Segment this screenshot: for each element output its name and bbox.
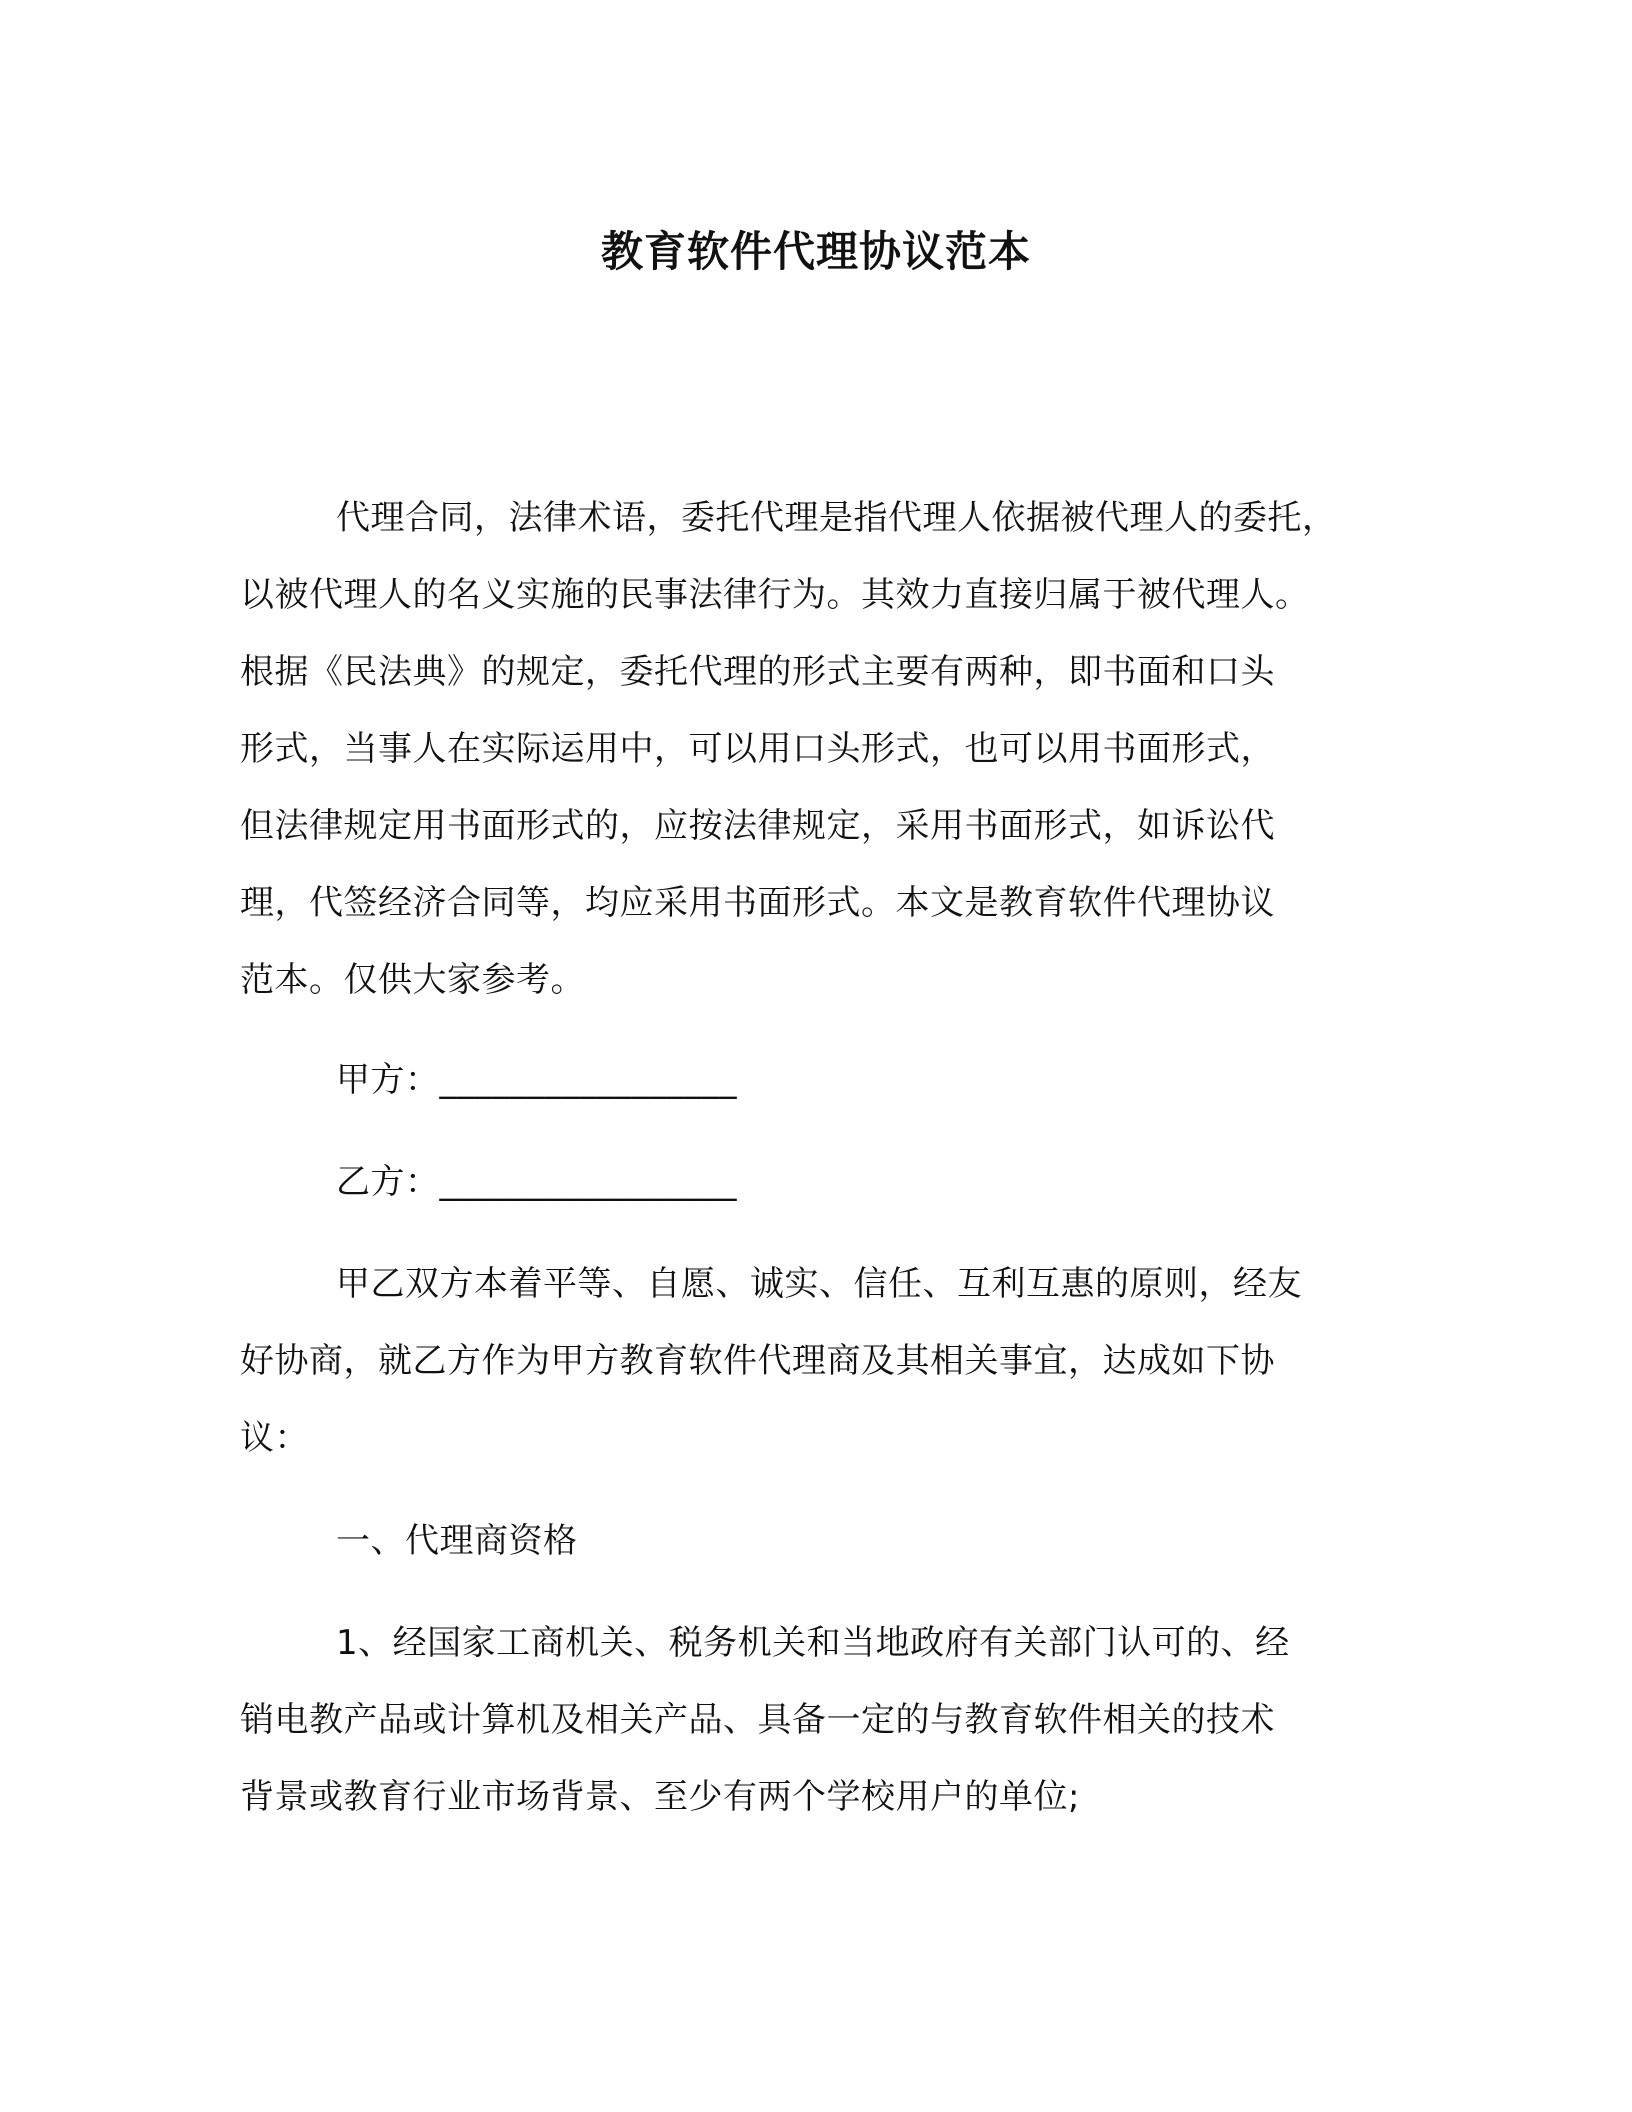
party-b-line [240, 1144, 1370, 1221]
party-b-field: 乙方：_________________ [336, 1162, 737, 1202]
preamble-line: 议： [240, 1418, 309, 1458]
intro-line: 代理合同，法律术语，委托代理是指代理人依据被代理人的委托， [336, 498, 1337, 538]
intro-line: 理，代签经济合同等，均应采用书面形式。本文是教育软件代理协议 [240, 883, 1275, 923]
intro-line: 但法律规定用书面形式的，应按法律规定，采用书面形式，如诉讼代 [240, 806, 1275, 846]
clause-1-paragraph [240, 1605, 1370, 1836]
clause-line: 销电教产品或计算机及相关产品、具备一定的与教育软件相关的技术 [240, 1700, 1275, 1740]
intro-line: 根据《民法典》的规定，委托代理的形式主要有两种，即书面和口头 [240, 652, 1275, 692]
section-heading-text: 一、代理商资格 [336, 1521, 578, 1561]
document-title: 教育软件代理协议范本 [600, 227, 1031, 276]
intro-line: 以被代理人的名义实施的民事法律行为。其效力直接归属于被代理人。 [240, 575, 1310, 615]
party-a-line [240, 1042, 1370, 1119]
clause-line: 背景或教育行业市场背景、至少有两个学校用户的单位; [240, 1777, 1080, 1817]
intro-line: 形式，当事人在实际运用中，可以用口头形式，也可以用书面形式， [240, 729, 1275, 769]
intro-line: 范本。仅供大家参考。 [240, 960, 585, 1000]
section-1-heading [240, 1503, 1370, 1580]
intro-paragraph [240, 480, 1370, 1019]
preamble-line: 好协商，就乙方作为甲方教育软件代理商及其相关事宜，达成如下协 [240, 1341, 1275, 1381]
preamble-line: 甲乙双方本着平等、自愿、诚实、信任、互利互惠的原则，经友 [336, 1264, 1302, 1304]
clause-line: 1、经国家工商机关、税务机关和当地政府有关部门认可的、经 [336, 1623, 1290, 1663]
preamble-paragraph [240, 1246, 1370, 1477]
party-a-field: 甲方：_________________ [336, 1060, 737, 1100]
